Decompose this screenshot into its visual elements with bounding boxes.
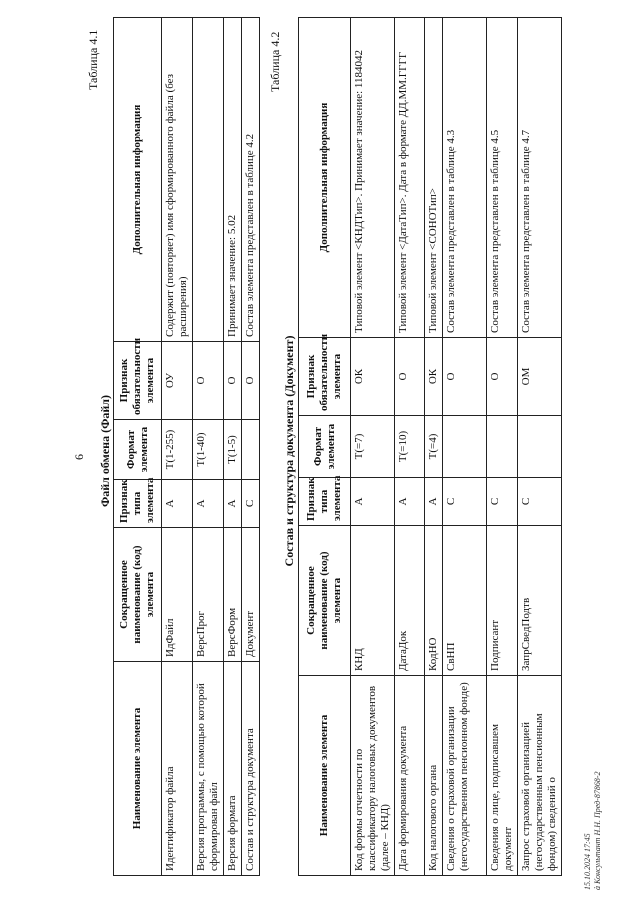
table-row <box>425 18 443 876</box>
header-cell: Сокращенное наименование (код) элемента <box>114 528 162 662</box>
table-row <box>224 18 242 876</box>
table-header-row <box>299 18 351 876</box>
table-cell: ОУ <box>162 342 193 420</box>
table-cell: О <box>395 338 425 416</box>
header-cell: Формат элемента <box>114 420 162 480</box>
table-cell: Т(=10) <box>395 416 425 478</box>
table-cell: А <box>351 478 395 526</box>
table-cell: ИдФайл <box>162 528 193 662</box>
table-cell: Документ <box>242 528 260 662</box>
table-cell <box>518 416 562 478</box>
table-cell: ЗапрСведПодтв <box>518 526 562 676</box>
table-cell: С <box>242 480 260 528</box>
table-cell: ОК <box>351 338 395 416</box>
table-cell: Т(=4) <box>425 416 443 478</box>
table-cell: С <box>487 478 518 526</box>
table-cell: А <box>395 478 425 526</box>
table-cell <box>487 416 518 478</box>
header-cell: Формат элемента <box>299 416 351 478</box>
table-cell: ВерсФорм <box>224 528 242 662</box>
table-cell: Состав элемента представлен в таблице 4.3 <box>443 18 487 338</box>
table-cell: КНД <box>351 526 395 676</box>
table-4-1 <box>113 17 260 876</box>
table-cell: ДатаДок <box>395 526 425 676</box>
table-cell: Версия программы, с помощью которой сформирован файл <box>193 662 224 876</box>
table-cell: Запрос страховой организацией (негосударственным пенсионным фондом) сведений о <box>518 676 562 876</box>
header-cell: Наименование элемента <box>299 676 351 876</box>
table-row <box>351 18 395 876</box>
table-cell: А <box>193 480 224 528</box>
table-cell: Код формы отчетности по классификатору налоговых документов (далее – КНД) <box>351 676 395 876</box>
table-cell: Типовой элемент <СОНОТип> <box>425 18 443 338</box>
header-cell: Признак типа элемента <box>299 478 351 526</box>
table-cell: ВерсПрог <box>193 528 224 662</box>
table-cell <box>242 420 260 480</box>
header-cell: Признак обязательности элемента <box>299 338 351 416</box>
table-row <box>443 18 487 876</box>
table-cell: Типовой элемент <КНДТип>. Принимает значение: 1184042 <box>351 18 395 338</box>
table-cell: Состав элемента представлен в таблице 4.7 <box>518 18 562 338</box>
table-cell: Код налогового органа <box>425 676 443 876</box>
table-cell: ОК <box>425 338 443 416</box>
header-cell: Сокращенное наименование (код) элемента <box>299 526 351 676</box>
page-number: 6 <box>72 454 86 460</box>
table-cell: О <box>443 338 487 416</box>
table-cell: С <box>443 478 487 526</box>
table-cell: Сведения о страховой организации (негосударственном пенсионном фонде) <box>443 676 487 876</box>
table-cell <box>193 18 224 342</box>
table-cell: Т(=7) <box>351 416 395 478</box>
table-cell: Состав элемента представлен в таблице 4.2 <box>242 18 260 342</box>
header-cell: Наименование элемента <box>114 662 162 876</box>
table-4-1-label: Таблица 4.1 <box>86 29 100 90</box>
table-cell: КодНО <box>425 526 443 676</box>
table-cell <box>443 416 487 478</box>
table-cell: СвНП <box>443 526 487 676</box>
table-cell: О <box>487 338 518 416</box>
table-cell: Состав и структура документа <box>242 662 260 876</box>
header-cell: Дополнительная информация <box>114 18 162 342</box>
table-cell: А <box>224 480 242 528</box>
table-header-row <box>114 18 162 876</box>
footer-line: à Консультант Н.Н. Пред-87868-2 <box>593 771 602 890</box>
table-cell: Т(1-5) <box>224 420 242 480</box>
footer-stamp <box>583 771 603 890</box>
table-cell: Содержит (повторяет) имя сформированного файла (без расширения) <box>162 18 193 342</box>
header-cell: Признак обязательности элемента <box>114 342 162 420</box>
table-row <box>242 18 260 876</box>
table-row <box>193 18 224 876</box>
table-4-1-title: Файл обмена (Файл) <box>98 394 112 508</box>
table-cell: Идентификатор файла <box>162 662 193 876</box>
table-cell: О <box>242 342 260 420</box>
footer-line: 15.10.2024 17:45 <box>583 833 592 890</box>
table-row <box>487 18 518 876</box>
table-cell: Состав элемента представлен в таблице 4.5 <box>487 18 518 338</box>
table-cell: О <box>193 342 224 420</box>
table-cell: Т(1-40) <box>193 420 224 480</box>
table-cell: А <box>162 480 193 528</box>
table-cell: Типовой элемент <ДатаТип>. Дата в формате ДД.ММ.ГГГГ <box>395 18 425 338</box>
table-cell: Подписант <box>487 526 518 676</box>
table-cell: О <box>224 342 242 420</box>
table-cell: Принимает значение: 5.02 <box>224 18 242 342</box>
table-cell: Дата формирования документа <box>395 676 425 876</box>
table-4-2 <box>298 17 562 876</box>
table-cell: Т(1-255) <box>162 420 193 480</box>
header-cell: Признак типа элемента <box>114 480 162 528</box>
table-row <box>395 18 425 876</box>
table-cell: С <box>518 478 562 526</box>
table-cell: А <box>425 478 443 526</box>
table-row <box>518 18 562 876</box>
table-cell: Версия формата <box>224 662 242 876</box>
header-cell: Дополнительная информация <box>299 18 351 338</box>
table-row <box>162 18 193 876</box>
table-4-2-title: Состав и структура документа (Документ) <box>282 335 296 567</box>
table-4-2-label: Таблица 4.2 <box>268 31 282 92</box>
table-cell: ОМ <box>518 338 562 416</box>
table-cell: Сведения о лице, подписавшем документ <box>487 676 518 876</box>
